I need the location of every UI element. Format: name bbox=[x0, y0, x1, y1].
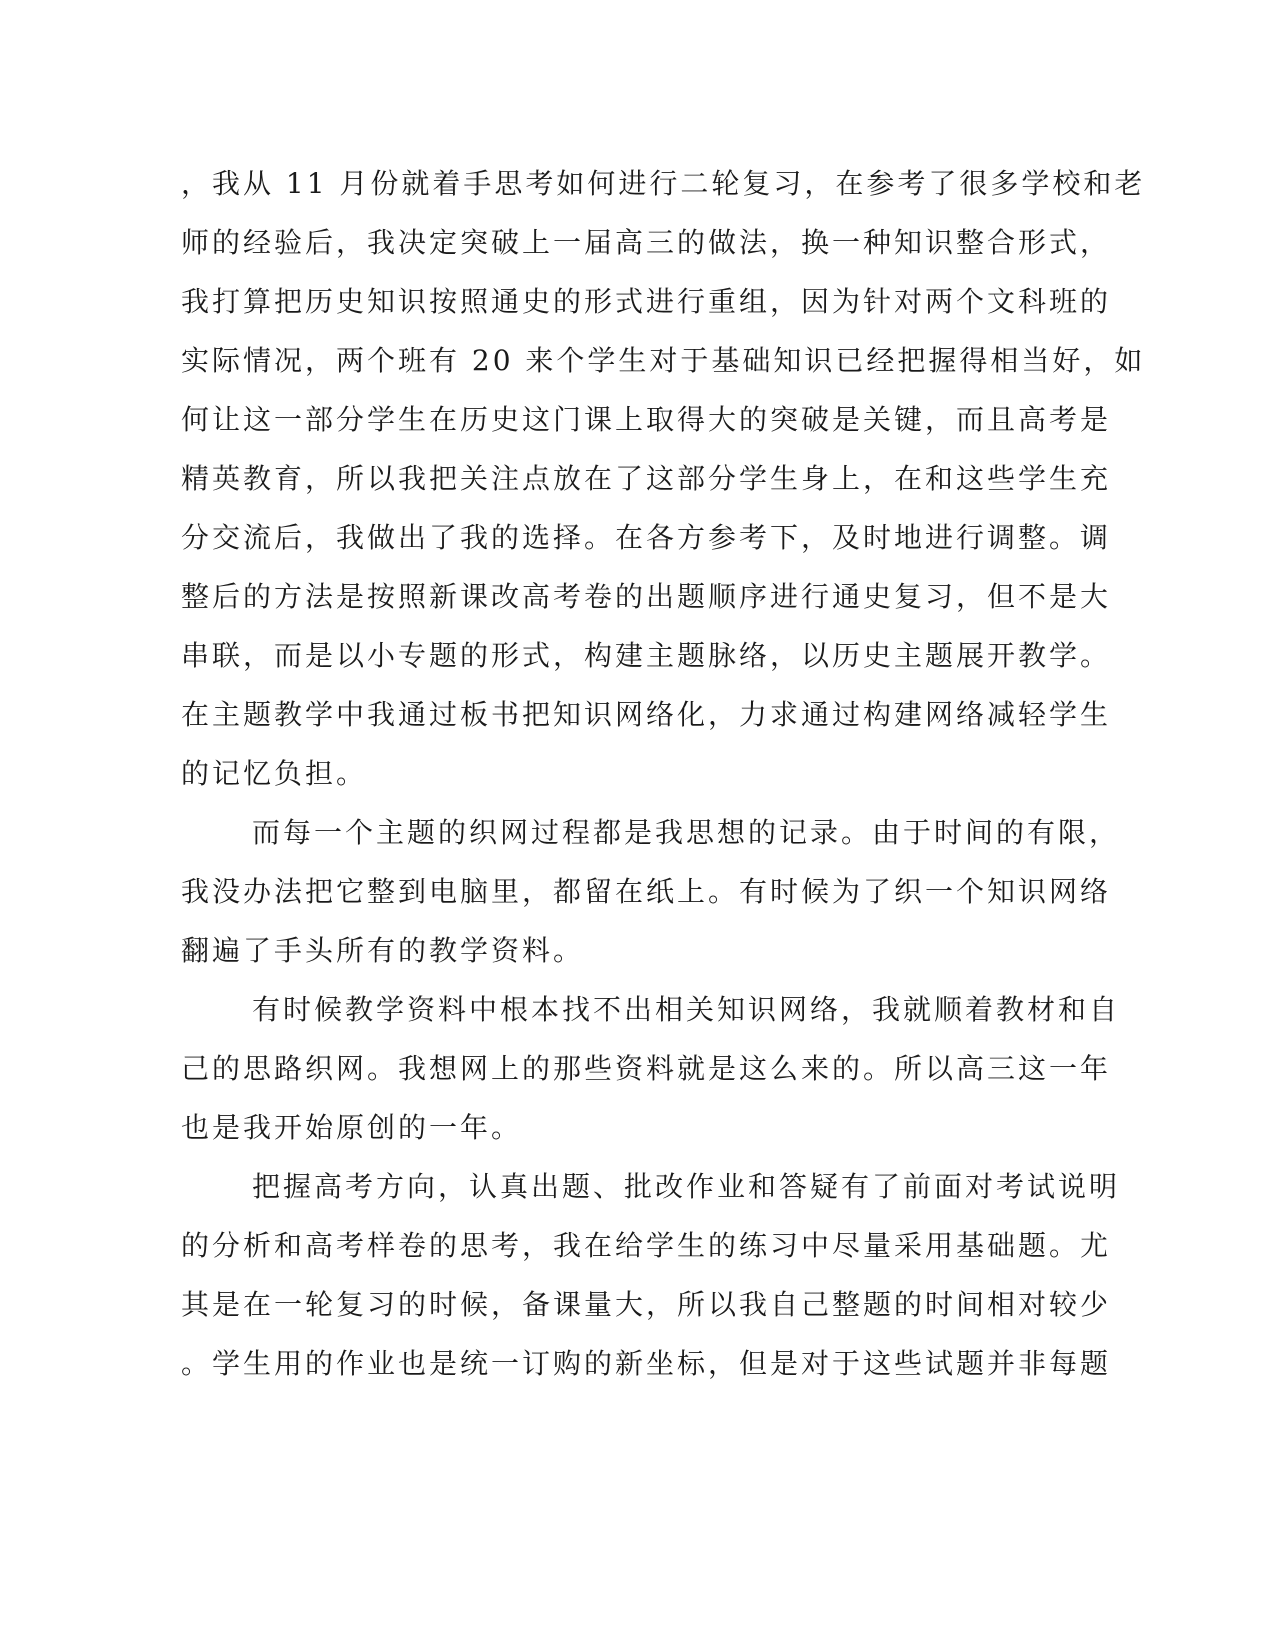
text-line: 己的思路织网。我想网上的那些资料就是这么来的。所以高三这一年 bbox=[181, 1052, 1112, 1085]
text-line: 整后的方法是按照新课改高考卷的出题顺序进行通史复习，但不是大 bbox=[181, 580, 1112, 613]
text-line: 分交流后，我做出了我的选择。在各方参考下，及时地进行调整。调 bbox=[181, 521, 1112, 554]
text-line: 我没办法把它整到电脑里，都留在纸上。有时候为了织一个知识网络 bbox=[181, 875, 1112, 908]
text-line: 。学生用的作业也是统一订购的新坐标，但是对于这些试题并非每题 bbox=[181, 1347, 1112, 1380]
text-line: 师的经验后，我决定突破上一届高三的做法，换一种知识整合形式， bbox=[181, 226, 1112, 259]
text-line: 也是我开始原创的一年。 bbox=[181, 1111, 523, 1144]
text-line: 串联，而是以小专题的形式，构建主题脉络，以历史主题展开教学。 bbox=[181, 639, 1112, 672]
paragraph-first-line: 而每一个主题的织网过程都是我思想的记录。由于时间的有限， bbox=[252, 816, 1121, 849]
text-line: 翻遍了手头所有的教学资料。 bbox=[181, 934, 585, 967]
text-line: 精英教育，所以我把关注点放在了这部分学生身上，在和这些学生充 bbox=[181, 462, 1112, 495]
text-line: ，我从 11 月份就着手思考如何进行二轮复习，在参考了很多学校和老 bbox=[181, 167, 1146, 200]
text-line: 的记忆负担。 bbox=[181, 757, 368, 790]
text-line: 的分析和高考样卷的思考，我在给学生的练习中尽量采用基础题。尤 bbox=[181, 1229, 1112, 1262]
text-line: 我打算把历史知识按照通史的形式进行重组，因为针对两个文科班的 bbox=[181, 285, 1112, 318]
paragraph-first-line: 有时候教学资料中根本找不出相关知识网络，我就顺着教材和自 bbox=[252, 993, 1121, 1026]
paragraph-first-line: 把握高考方向，认真出题、批改作业和答疑有了前面对考试说明 bbox=[252, 1170, 1121, 1203]
text-line: 在主题教学中我通过板书把知识网络化，力求通过构建网络减轻学生 bbox=[181, 698, 1112, 731]
text-line: 实际情况，两个班有 20 来个学生对于基础知识已经把握得相当好，如 bbox=[181, 344, 1146, 377]
text-line: 何让这一部分学生在历史这门课上取得大的突破是关键，而且高考是 bbox=[181, 403, 1112, 436]
text-line: 其是在一轮复习的时候，备课量大，所以我自己整题的时间相对较少 bbox=[181, 1288, 1112, 1321]
